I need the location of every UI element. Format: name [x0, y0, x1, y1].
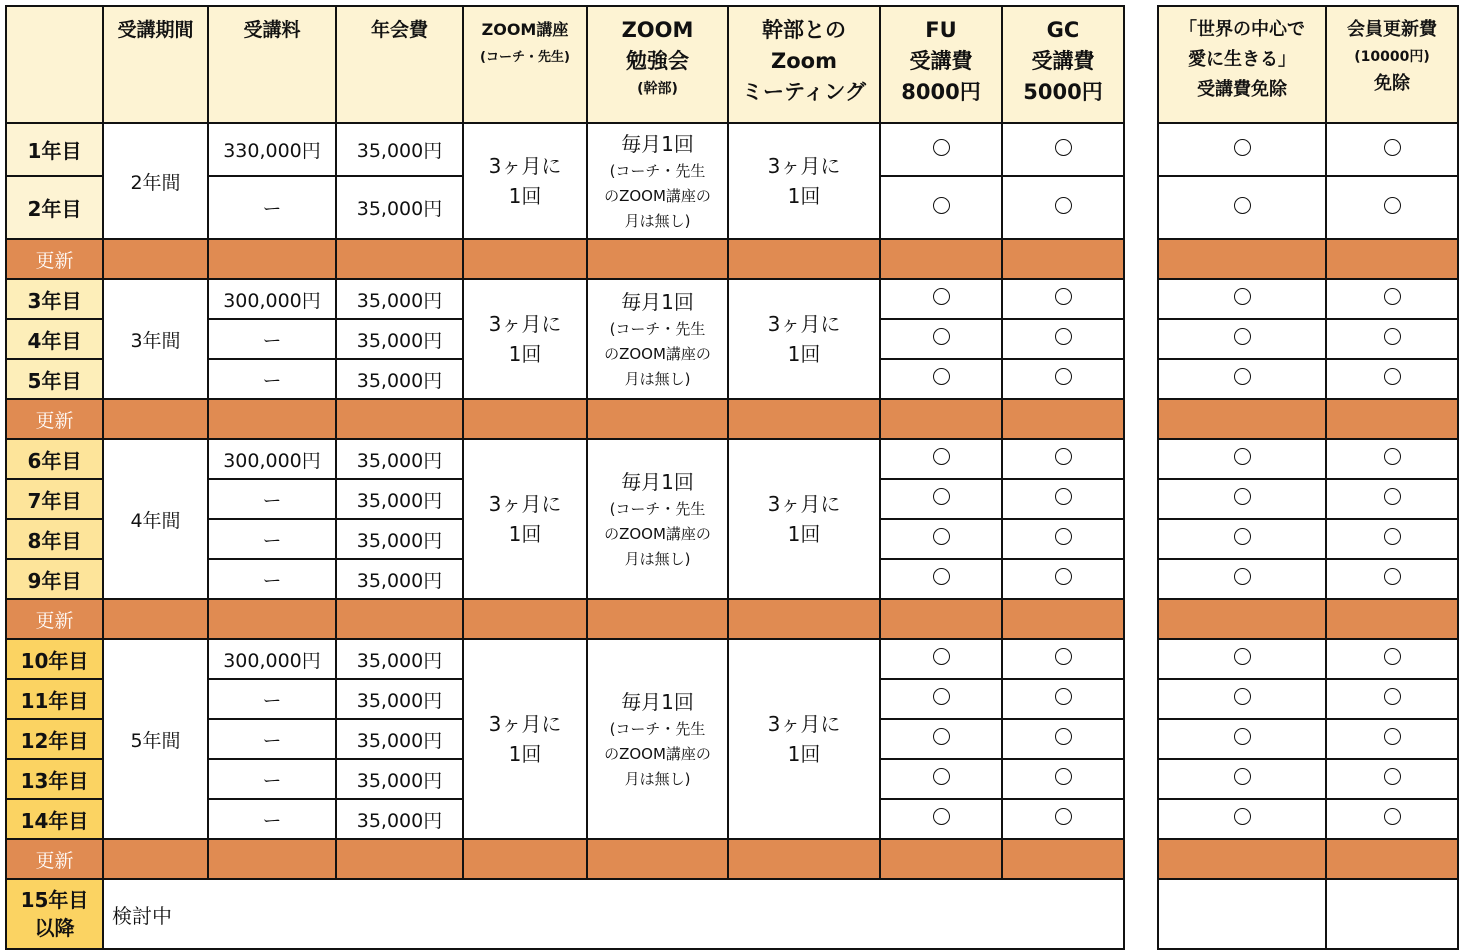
year-label: 11年目 [6, 679, 103, 719]
circle-icon [1234, 288, 1251, 305]
circle-icon [1055, 768, 1072, 785]
circle-icon [1055, 288, 1072, 305]
fu-cell [880, 559, 1002, 599]
table-row [6, 123, 1124, 176]
annual-fee-cell: 35,000円 [336, 479, 463, 519]
renewal-row [6, 599, 1124, 639]
renewal-cell [1326, 399, 1458, 439]
annual-fee-cell: 35,000円 [336, 279, 463, 319]
renewal-cell [208, 399, 336, 439]
circle-icon [1384, 648, 1401, 665]
circle-icon [1384, 568, 1401, 585]
gc-cell [1002, 639, 1124, 679]
gc-cell [1002, 559, 1124, 599]
table-row [6, 439, 1124, 479]
circle-icon [1055, 728, 1072, 745]
meeting-line1: 3ヶ月に [767, 154, 841, 178]
fee-cell: 300,000円 [208, 639, 336, 679]
header-period: 受講期間 [103, 6, 208, 123]
circle-icon [1234, 808, 1251, 825]
renewal-label: 更新 [6, 839, 103, 879]
fu-cell [880, 319, 1002, 359]
circle-icon [1234, 328, 1251, 345]
annual-fee-cell: 35,000円 [336, 799, 463, 839]
zoom-course-line2: 1回 [508, 342, 542, 366]
circle-icon [933, 139, 950, 156]
zoom-study-line4: 月は無し) [624, 769, 691, 788]
fu-cell [880, 176, 1002, 239]
fu-cell [880, 759, 1002, 799]
fu-cell [880, 799, 1002, 839]
final-year-line1: 15年目 [20, 888, 89, 912]
fee-cell: ー [208, 559, 336, 599]
circle-icon [1384, 197, 1401, 214]
circle-icon [1234, 568, 1251, 585]
renewal-cell [880, 239, 1002, 279]
exemption-renewal-cell [1326, 359, 1458, 399]
meeting-cell [728, 639, 880, 839]
circle-icon [1055, 328, 1072, 345]
renewal-cell [103, 839, 208, 879]
header-fee: 受講料 [208, 6, 336, 123]
meeting-line2: 1回 [787, 342, 821, 366]
exemption-renewal-cell [1326, 123, 1458, 176]
exemption-course-cell [1158, 123, 1326, 176]
exemption-renewal-cell [1326, 879, 1458, 949]
gc-cell [1002, 123, 1124, 176]
exemption-course-cell [1158, 679, 1326, 719]
header-exemption-renewal: 会員更新費 (10000円) 免除 [1326, 6, 1458, 123]
final-year-line2: 以降 [34, 916, 75, 940]
side-renewal-row [1158, 239, 1458, 279]
side-renewal-row [1158, 599, 1458, 639]
annual-fee-cell: 35,000円 [336, 439, 463, 479]
meeting-line1: 3ヶ月に [767, 492, 841, 516]
annual-fee-cell: 35,000円 [336, 359, 463, 399]
circle-icon [1055, 688, 1072, 705]
zoom-study-line4: 月は無し) [624, 211, 691, 230]
side-table-row [1158, 279, 1458, 319]
final-note: 検討中 [103, 879, 1124, 949]
side-table-row [1158, 799, 1458, 839]
circle-icon [1234, 488, 1251, 505]
zoom-course-line2: 1回 [508, 742, 542, 766]
circle-icon [933, 648, 950, 665]
circle-icon [1055, 368, 1072, 385]
zoom-study-cell [587, 279, 728, 399]
renewal-cell [1158, 839, 1326, 879]
circle-icon [1234, 448, 1251, 465]
circle-icon [1384, 488, 1401, 505]
fee-cell: 300,000円 [208, 439, 336, 479]
circle-icon [1384, 528, 1401, 545]
header-meeting: 幹部との Zoom ミーティング [728, 6, 880, 123]
circle-icon [1384, 368, 1401, 385]
circle-icon [933, 328, 950, 345]
period-cell: 2年間 [103, 123, 208, 239]
annual-fee-cell: 35,000円 [336, 639, 463, 679]
circle-icon [933, 197, 950, 214]
circle-icon [1055, 488, 1072, 505]
circle-icon [1384, 139, 1401, 156]
fee-cell: ー [208, 319, 336, 359]
circle-icon [933, 528, 950, 545]
renewal-cell [463, 399, 587, 439]
side-renewal-row [1158, 399, 1458, 439]
header-gc: GC 受講費 5000円 [1002, 6, 1124, 123]
annual-fee-cell: 35,000円 [336, 759, 463, 799]
exemption-course-cell [1158, 639, 1326, 679]
zoom-study-line2: (コーチ・先生 [609, 719, 706, 738]
zoom-study-line3: のZOOM講座の [604, 744, 711, 763]
year-label: 2年目 [6, 176, 103, 239]
zoom-course-cell [463, 639, 587, 839]
final-row [6, 879, 1124, 949]
circle-icon [933, 808, 950, 825]
zoom-study-line1: 毎月1回 [621, 689, 694, 714]
side-table-row [1158, 679, 1458, 719]
fee-cell: ー [208, 359, 336, 399]
fee-cell: ー [208, 799, 336, 839]
fee-cell: ー [208, 719, 336, 759]
year-label: 8年目 [6, 519, 103, 559]
renewal-cell [208, 839, 336, 879]
fu-cell [880, 359, 1002, 399]
side-table [1157, 5, 1459, 950]
circle-icon [1234, 688, 1251, 705]
circle-icon [933, 488, 950, 505]
circle-icon [1384, 768, 1401, 785]
renewal-cell [728, 239, 880, 279]
circle-icon [1234, 197, 1251, 214]
circle-icon [1234, 368, 1251, 385]
zoom-study-line1: 毎月1回 [621, 469, 694, 494]
year-label: 5年目 [6, 359, 103, 399]
circle-icon [1384, 688, 1401, 705]
zoom-course-line1: 3ヶ月に [488, 712, 562, 736]
renewal-label: 更新 [6, 399, 103, 439]
header-zoom-study: ZOOM 勉強会 (幹部) [587, 6, 728, 123]
renewal-cell [1158, 599, 1326, 639]
fu-cell [880, 719, 1002, 759]
side-table-row [1158, 319, 1458, 359]
renewal-row [6, 239, 1124, 279]
circle-icon [1234, 528, 1251, 545]
meeting-line2: 1回 [787, 522, 821, 546]
zoom-course-line1: 3ヶ月に [488, 312, 562, 336]
year-label: 12年目 [6, 719, 103, 759]
exemption-renewal-cell [1326, 679, 1458, 719]
fu-cell [880, 679, 1002, 719]
exemption-course-cell [1158, 439, 1326, 479]
exemption-renewal-cell [1326, 439, 1458, 479]
renewal-cell [336, 399, 463, 439]
exemption-renewal-cell [1326, 176, 1458, 239]
fee-cell: ー [208, 479, 336, 519]
renewal-label: 更新 [6, 239, 103, 279]
exemption-renewal-cell [1326, 279, 1458, 319]
gc-cell [1002, 319, 1124, 359]
circle-icon [933, 688, 950, 705]
year-label: 7年目 [6, 479, 103, 519]
renewal-cell [587, 399, 728, 439]
renewal-cell [1158, 239, 1326, 279]
side-table-row [1158, 359, 1458, 399]
exemption-course-cell [1158, 879, 1326, 949]
gc-cell [1002, 519, 1124, 559]
side-table-row [1158, 719, 1458, 759]
exemption-course-cell [1158, 719, 1326, 759]
renewal-cell [463, 599, 587, 639]
renewal-cell [336, 599, 463, 639]
renewal-cell [587, 839, 728, 879]
exemption-renewal-cell [1326, 719, 1458, 759]
renewal-cell [463, 239, 587, 279]
circle-icon [1234, 728, 1251, 745]
renewal-cell [587, 599, 728, 639]
annual-fee-cell: 35,000円 [336, 123, 463, 176]
renewal-cell [880, 399, 1002, 439]
meeting-line2: 1回 [787, 184, 821, 208]
year-label: 3年目 [6, 279, 103, 319]
gc-cell [1002, 176, 1124, 239]
side-table-row [1158, 123, 1458, 176]
fee-cell: ー [208, 176, 336, 239]
gc-cell [1002, 719, 1124, 759]
circle-icon [1055, 448, 1072, 465]
renewal-row [6, 839, 1124, 879]
side-table-row [1158, 519, 1458, 559]
meeting-line2: 1回 [787, 742, 821, 766]
period-cell: 5年間 [103, 639, 208, 839]
zoom-study-cell [587, 123, 728, 239]
exemption-renewal-cell [1326, 479, 1458, 519]
main-table [5, 5, 1125, 950]
gc-cell [1002, 279, 1124, 319]
exemption-renewal-cell [1326, 519, 1458, 559]
annual-fee-cell: 35,000円 [336, 719, 463, 759]
circle-icon [933, 728, 950, 745]
period-cell: 3年間 [103, 279, 208, 399]
side-table-row [1158, 439, 1458, 479]
circle-icon [1055, 568, 1072, 585]
year-label: 4年目 [6, 319, 103, 359]
zoom-course-line2: 1回 [508, 522, 542, 546]
renewal-cell [1002, 399, 1124, 439]
circle-icon [1234, 139, 1251, 156]
zoom-study-line3: のZOOM講座の [604, 344, 711, 363]
exemption-course-cell [1158, 559, 1326, 599]
annual-fee-cell: 35,000円 [336, 679, 463, 719]
renewal-cell [587, 239, 728, 279]
circle-icon [1055, 197, 1072, 214]
header-corner [6, 6, 103, 123]
header-row [6, 6, 1124, 123]
fu-cell [880, 479, 1002, 519]
circle-icon [1234, 648, 1251, 665]
circle-icon [933, 288, 950, 305]
circle-icon [1055, 139, 1072, 156]
zoom-course-line2: 1回 [508, 184, 542, 208]
renewal-cell [880, 599, 1002, 639]
renewal-cell [880, 839, 1002, 879]
meeting-cell [728, 439, 880, 599]
meeting-cell [728, 279, 880, 399]
side-header-row [1158, 6, 1458, 123]
year-label: 13年目 [6, 759, 103, 799]
gc-cell [1002, 439, 1124, 479]
table-row [6, 639, 1124, 679]
exemption-renewal-cell [1326, 759, 1458, 799]
year-label: 14年目 [6, 799, 103, 839]
circle-icon [1384, 288, 1401, 305]
fu-cell [880, 279, 1002, 319]
meeting-cell [728, 123, 880, 239]
period-cell: 4年間 [103, 439, 208, 599]
fee-cell: ー [208, 679, 336, 719]
annual-fee-cell: 35,000円 [336, 519, 463, 559]
circle-icon [933, 368, 950, 385]
renewal-cell [1326, 239, 1458, 279]
zoom-study-line4: 月は無し) [624, 369, 691, 388]
header-fu: FU 受講費 8000円 [880, 6, 1002, 123]
renewal-cell [336, 239, 463, 279]
header-annual: 年会費 [336, 6, 463, 123]
renewal-cell [1326, 839, 1458, 879]
year-label: 6年目 [6, 439, 103, 479]
gc-cell [1002, 359, 1124, 399]
fee-cell: ー [208, 519, 336, 559]
exemption-course-cell [1158, 359, 1326, 399]
exemption-renewal-cell [1326, 559, 1458, 599]
gc-cell [1002, 479, 1124, 519]
annual-fee-cell: 35,000円 [336, 319, 463, 359]
header-zoom-course: ZOOM講座 (コーチ・先生) [463, 6, 587, 123]
zoom-study-line2: (コーチ・先生 [609, 161, 706, 180]
circle-icon [1055, 808, 1072, 825]
circle-icon [933, 448, 950, 465]
renewal-cell [728, 839, 880, 879]
renewal-cell [208, 599, 336, 639]
side-table-row [1158, 479, 1458, 519]
renewal-row [6, 399, 1124, 439]
renewal-cell [728, 599, 880, 639]
exemption-renewal-cell [1326, 799, 1458, 839]
year-label: 9年目 [6, 559, 103, 599]
side-table-row [1158, 759, 1458, 799]
gc-cell [1002, 679, 1124, 719]
exemption-course-cell [1158, 799, 1326, 839]
renewal-cell [1326, 599, 1458, 639]
fu-cell [880, 439, 1002, 479]
annual-fee-cell: 35,000円 [336, 176, 463, 239]
zoom-study-line1: 毎月1回 [621, 289, 694, 314]
renewal-cell [1002, 239, 1124, 279]
zoom-study-line1: 毎月1回 [621, 131, 694, 156]
side-table-row [1158, 559, 1458, 599]
renewal-cell [208, 239, 336, 279]
renewal-cell [336, 839, 463, 879]
side-table-row [1158, 639, 1458, 679]
fu-cell [880, 123, 1002, 176]
renewal-cell [1002, 599, 1124, 639]
year-label: 10年目 [6, 639, 103, 679]
zoom-course-cell [463, 123, 587, 239]
zoom-study-cell [587, 439, 728, 599]
zoom-study-line2: (コーチ・先生 [609, 319, 706, 338]
exemption-course-cell [1158, 759, 1326, 799]
renewal-cell [103, 399, 208, 439]
circle-icon [933, 568, 950, 585]
zoom-study-line3: のZOOM講座の [604, 524, 711, 543]
side-final-row [1158, 879, 1458, 949]
circle-icon [1384, 728, 1401, 745]
exemption-renewal-cell [1326, 319, 1458, 359]
exemption-course-cell [1158, 479, 1326, 519]
zoom-study-cell [587, 639, 728, 839]
meeting-line1: 3ヶ月に [767, 712, 841, 736]
circle-icon [1234, 768, 1251, 785]
exemption-course-cell [1158, 319, 1326, 359]
exemption-renewal-cell [1326, 639, 1458, 679]
annual-fee-cell: 35,000円 [336, 559, 463, 599]
meeting-line1: 3ヶ月に [767, 312, 841, 336]
exemption-course-cell [1158, 176, 1326, 239]
circle-icon [1384, 808, 1401, 825]
renewal-cell [463, 839, 587, 879]
fu-cell [880, 639, 1002, 679]
zoom-course-line1: 3ヶ月に [488, 492, 562, 516]
renewal-cell [103, 599, 208, 639]
renewal-label: 更新 [6, 599, 103, 639]
fee-cell: 330,000円 [208, 123, 336, 176]
final-year-label [6, 879, 103, 949]
gc-cell [1002, 799, 1124, 839]
header-exemption-course: 「世界の中心で 愛に生きる」 受講費免除 [1158, 6, 1326, 123]
exemption-course-cell [1158, 519, 1326, 559]
side-table-row [1158, 176, 1458, 239]
zoom-course-cell [463, 439, 587, 599]
gc-cell [1002, 759, 1124, 799]
renewal-cell [1002, 839, 1124, 879]
renewal-cell [1158, 399, 1326, 439]
exemption-course-cell [1158, 279, 1326, 319]
circle-icon [1384, 448, 1401, 465]
renewal-cell [103, 239, 208, 279]
fee-cell: ー [208, 759, 336, 799]
renewal-cell [728, 399, 880, 439]
fee-cell: 300,000円 [208, 279, 336, 319]
circle-icon [1055, 528, 1072, 545]
zoom-course-cell [463, 279, 587, 399]
year-label: 1年目 [6, 123, 103, 176]
table-row [6, 279, 1124, 319]
zoom-study-line4: 月は無し) [624, 549, 691, 568]
fu-cell [880, 519, 1002, 559]
circle-icon [1384, 328, 1401, 345]
side-renewal-row [1158, 839, 1458, 879]
zoom-study-line3: のZOOM講座の [604, 186, 711, 205]
circle-icon [933, 768, 950, 785]
zoom-course-line1: 3ヶ月に [488, 154, 562, 178]
circle-icon [1055, 648, 1072, 665]
zoom-study-line2: (コーチ・先生 [609, 499, 706, 518]
